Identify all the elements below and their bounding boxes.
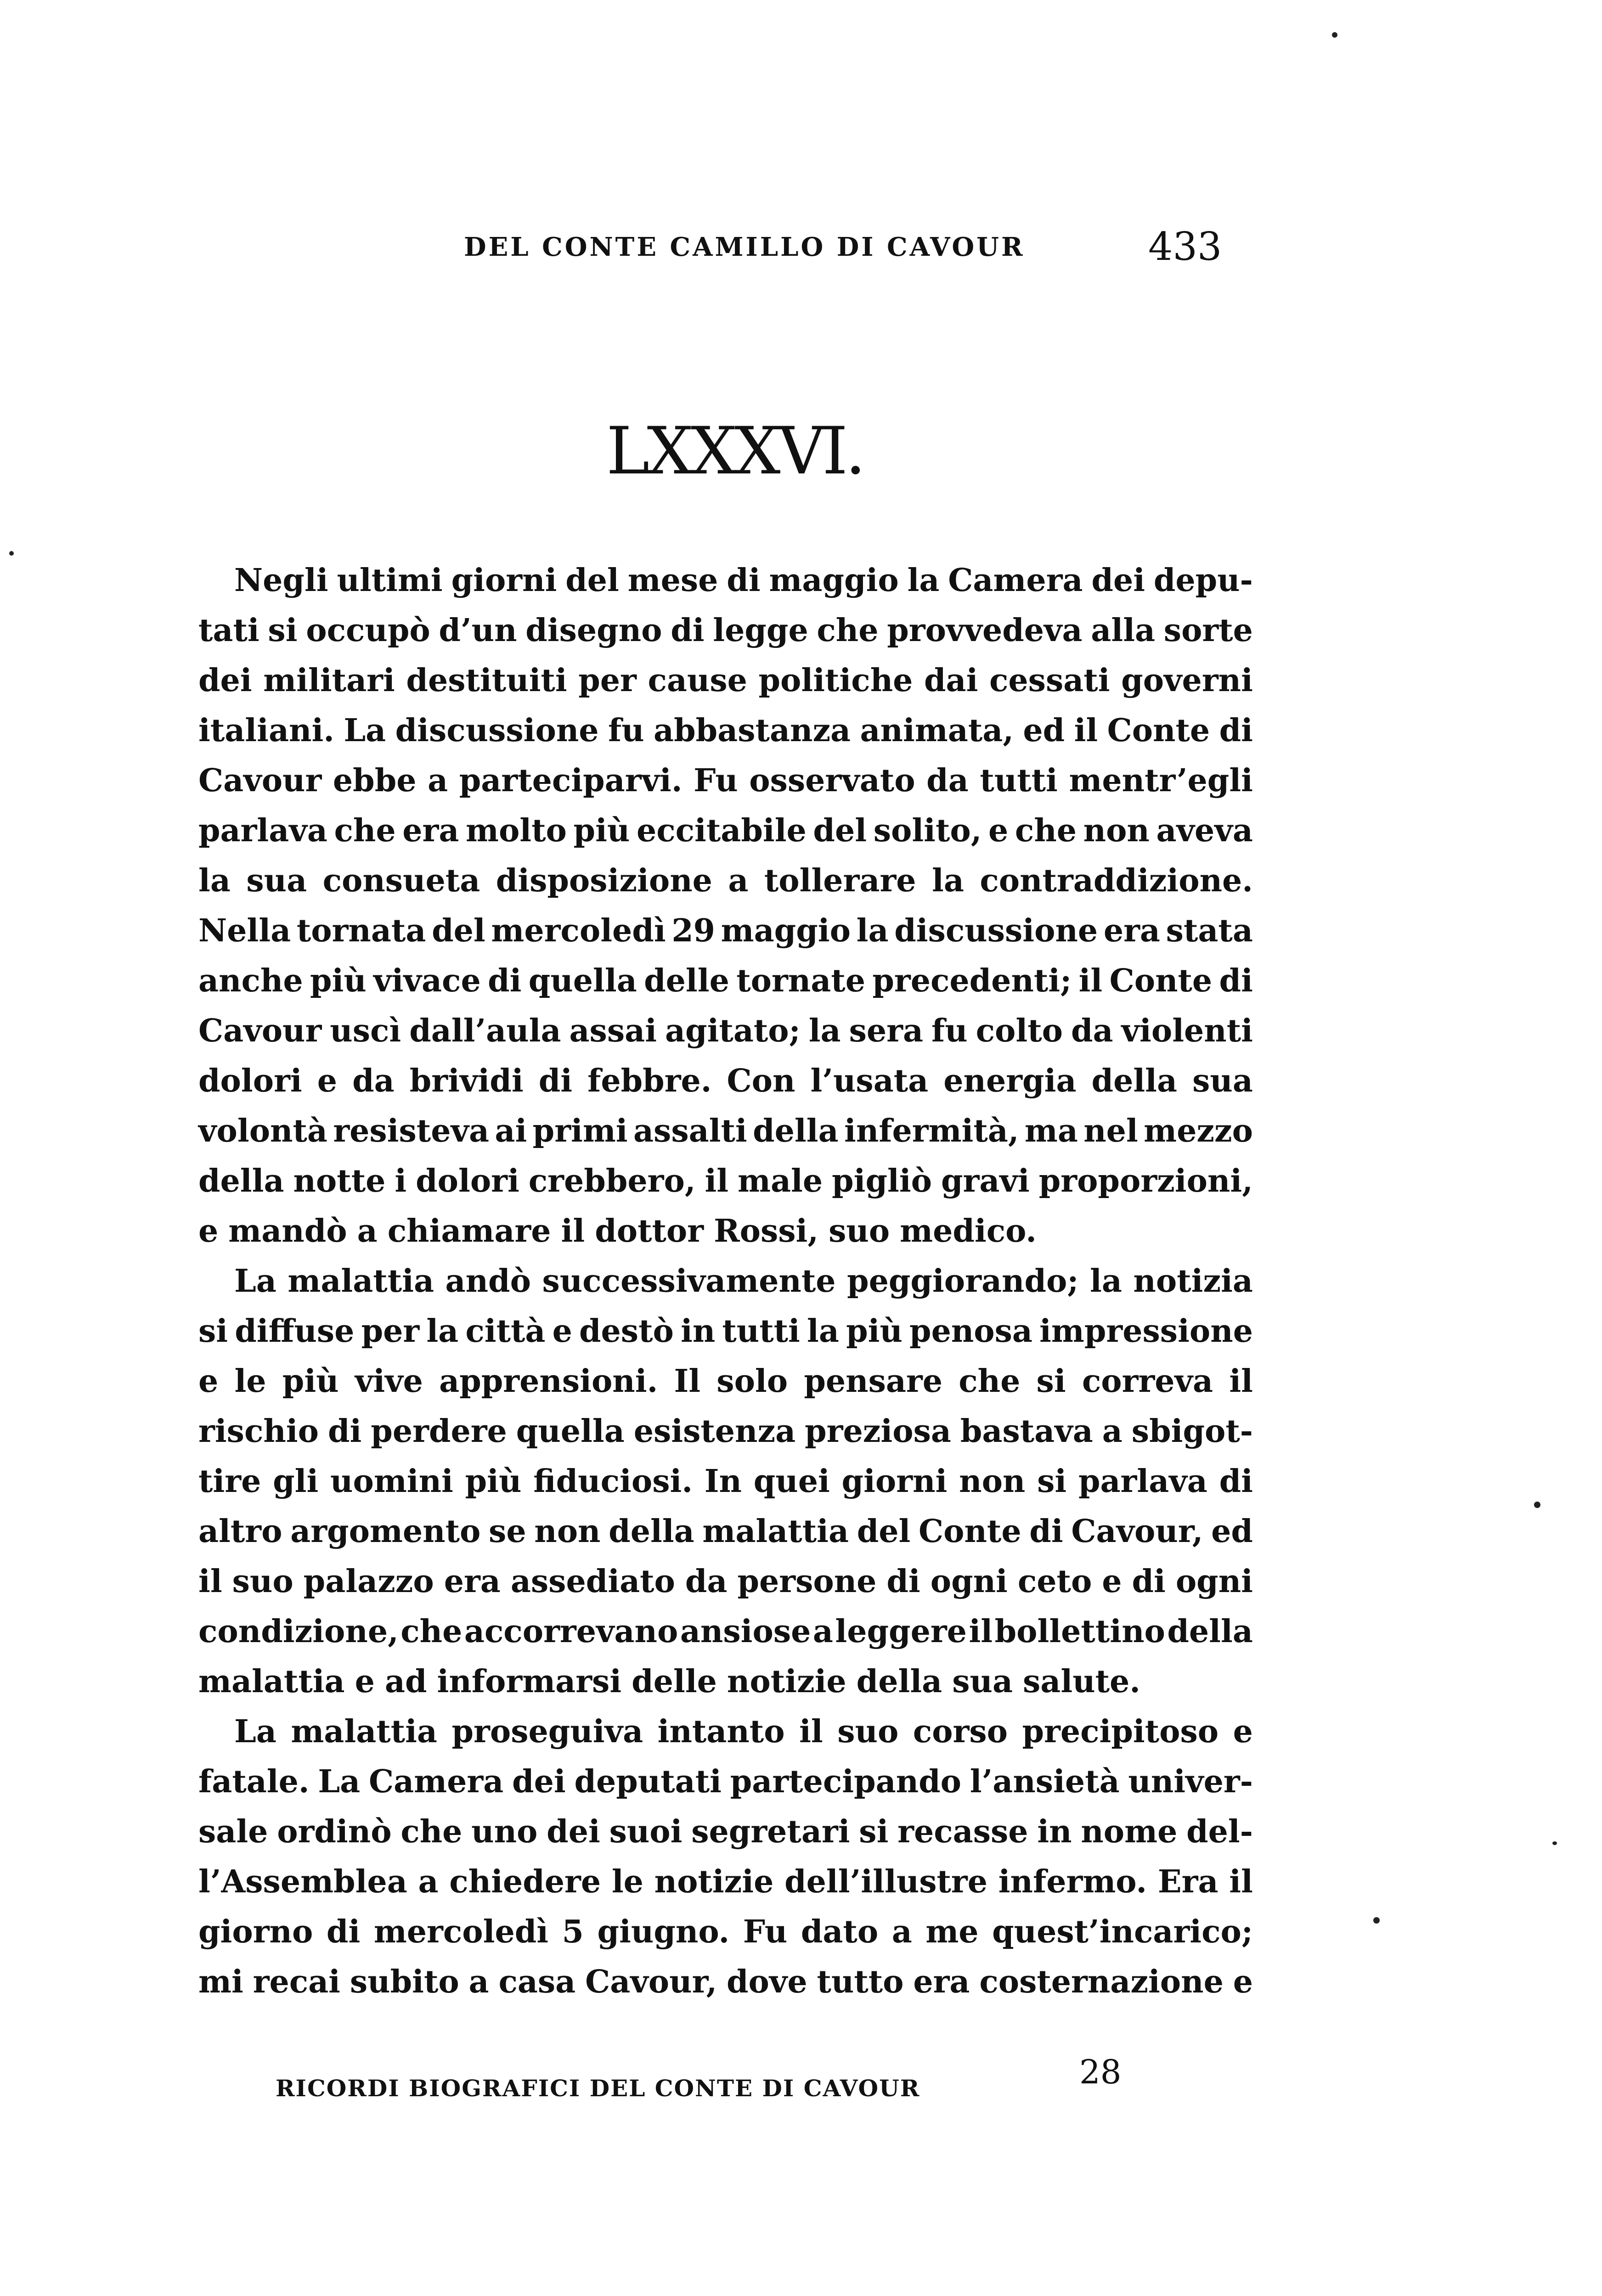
scan-speck (1534, 1502, 1540, 1508)
scan-speck (1552, 1841, 1557, 1845)
text-line: Negli ultimi giorni del mese di maggio la Camera dei depu- (234, 562, 1253, 599)
text-line: Nella tornata del mercoledì 29 maggio la discussione era stata (198, 912, 1253, 949)
text-line: tati si occupò d’un disegno di legge che provvedeva alla sorte (198, 612, 1253, 649)
scan-speck (1373, 1917, 1380, 1924)
body-text (198, 556, 1253, 2007)
text-line: si diffuse per la città e destò in tutti la più penosa impressione (198, 1313, 1253, 1350)
scan-speck (1332, 32, 1337, 38)
text-line: giorno di mercoledì 5 giugno. Fu dato a me quest’incarico; (198, 1913, 1253, 1950)
text-line: tire gli uomini più fiduciosi. In quei giorni non si parlava di (198, 1463, 1253, 1500)
text-line: dolori e da brividi di febbre. Con l’usata energia della sua (198, 1063, 1253, 1099)
text-line: mi recai subito a casa Cavour, dove tutto era costernazione e (198, 1964, 1253, 2000)
text-line: della notte i dolori crebbero, il male pigliò gravi proporzioni, (198, 1163, 1253, 1199)
text-line: sale ordinò che uno dei suoi segretari si recasse in nome del- (198, 1813, 1253, 1850)
text-line: l’Assemblea a chiedere le notizie dell’illustre infermo. Era il (198, 1863, 1253, 1900)
text-line: italiani. La discussione fu abbastanza animata, ed il Conte di (198, 712, 1253, 749)
text-line: rischio di perdere quella esistenza preziosa bastava a sbigot- (198, 1413, 1253, 1450)
text-line: e le più vive apprensioni. Il solo pensare che si correva il (198, 1363, 1253, 1400)
text-line: la sua consueta disposizione a tollerare la contraddizione. (198, 862, 1253, 899)
text-line: Cavour uscì dall’aula assai agitato; la sera fu colto da violenti (198, 1013, 1253, 1049)
text-line: volontà resisteva ai primi assalti della infermità, ma nel mezzo (198, 1113, 1253, 1149)
text-line: e mandò a chiamare il dottor Rossi, suo medico. (198, 1213, 1037, 1249)
text-line: altro argomento se non della malattia del Conte di Cavour, ed (198, 1513, 1253, 1550)
text-line: dei militari destituiti per cause politiche dai cessati governi (198, 662, 1253, 699)
footer-book-title: RICORDI BIOGRAFICI DEL CONTE DI CAVOUR (276, 2075, 920, 2102)
text-line: La malattia proseguiva intanto il suo corso precipitoso e (234, 1713, 1253, 1750)
text-line: malattia e ad informarsi delle notizie della sua salute. (198, 1663, 1140, 1700)
text-line: il suo palazzo era assediato da persone di ogni ceto e di ogni (198, 1563, 1253, 1600)
text-line: condizione, che accorrevano ansiose a leggere il bollettino della (198, 1613, 1253, 1650)
chapter-title: LXXXVI. (606, 413, 863, 489)
scan-speck (9, 551, 14, 556)
text-line: La malattia andò successivamente peggiorando; la notizia (234, 1263, 1253, 1300)
text-line: fatale. La Camera dei deputati partecipando l’ansietà univer- (198, 1763, 1253, 1800)
text-line: Cavour ebbe a parteciparvi. Fu osservato da tutti mentr’egli (198, 762, 1253, 799)
page-number: 433 (1148, 224, 1222, 269)
text-line: anche più vivace di quella delle tornate precedenti; il Conte di (198, 962, 1253, 999)
signature-number: 28 (1079, 2053, 1122, 2091)
running-head: DEL CONTE CAMILLO DI CAVOUR (464, 232, 1025, 262)
text-line: parlava che era molto più eccitabile del solito, e che non aveva (198, 812, 1253, 849)
